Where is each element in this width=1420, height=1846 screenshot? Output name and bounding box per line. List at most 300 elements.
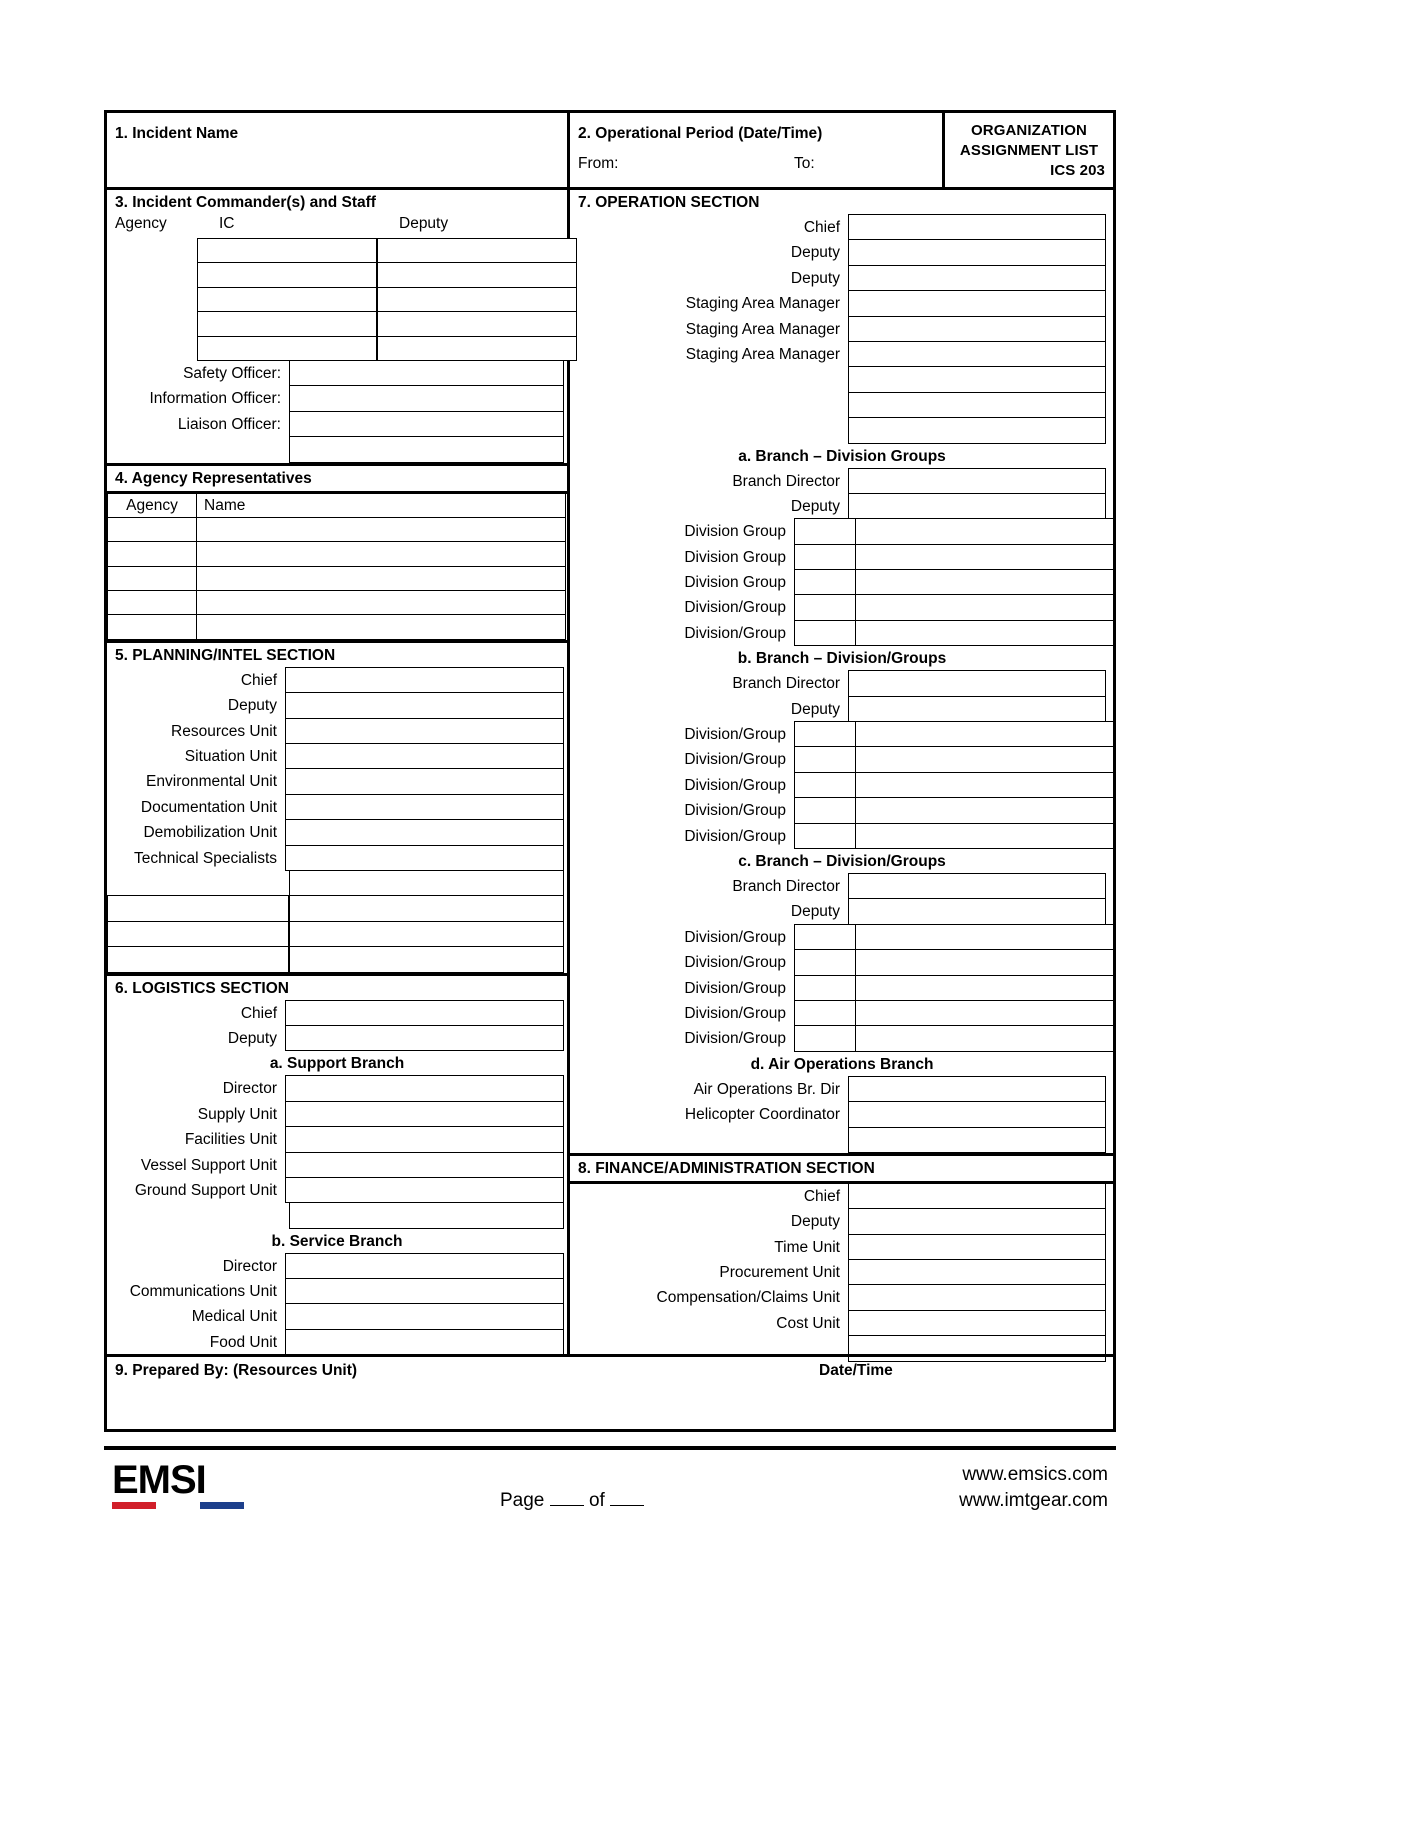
division-group-id-cell[interactable] <box>794 569 856 595</box>
section4-agency-cell[interactable] <box>107 517 197 542</box>
input-cell[interactable] <box>289 411 564 437</box>
division-group-name-cell[interactable] <box>856 797 1114 823</box>
division-group-id-cell[interactable] <box>794 975 856 1001</box>
section5-row-label: Demobilization Unit <box>143 824 277 842</box>
input-cell[interactable] <box>285 1000 564 1026</box>
service-branch-row <box>107 1304 567 1329</box>
input-cell[interactable] <box>285 667 564 693</box>
blank-row <box>570 393 1114 418</box>
input-cell[interactable] <box>285 1303 564 1329</box>
section6-row-label: Chief <box>240 1004 277 1022</box>
division-group-rows <box>570 519 1114 646</box>
section7-row <box>570 317 1114 342</box>
division-group-name-cell[interactable] <box>856 746 1114 772</box>
emsi-bar-red <box>112 1502 156 1509</box>
officer-label: Information Officer: <box>149 390 281 408</box>
division-group-label: Division/Group <box>684 776 786 794</box>
support-branch-row <box>107 1178 567 1203</box>
division-group-row <box>570 798 1114 823</box>
section7-row <box>570 215 1114 240</box>
section7-branch-c-heading: c. Branch – Division/Groups <box>738 852 946 870</box>
section8-row <box>570 1209 1114 1234</box>
input-cell[interactable] <box>848 1076 1106 1102</box>
footer-site-emsics: www.emsics.com <box>962 1464 1108 1485</box>
section6-service-branch-rows <box>107 1254 567 1356</box>
section6-rows <box>107 1001 567 1052</box>
section7-row-label: Chief <box>803 219 840 236</box>
section9-datetime-label: Date/Time <box>819 1362 893 1379</box>
section4-agency-cell[interactable] <box>107 590 197 615</box>
input-cell[interactable] <box>848 417 1106 443</box>
division-group-name-cell[interactable] <box>856 544 1114 570</box>
section4-agency-cell[interactable] <box>107 566 197 591</box>
section8-row-label: Chief <box>803 1187 840 1205</box>
section5-blank-rows <box>107 871 567 973</box>
officer-label: Safety Officer: <box>183 364 281 382</box>
branch-director-label: Branch Director <box>732 675 840 693</box>
section4-agency-cell[interactable] <box>107 614 197 639</box>
division-group-name-cell[interactable] <box>856 518 1114 544</box>
input-cell[interactable] <box>285 819 564 845</box>
page-total-blank[interactable] <box>610 1505 644 1506</box>
blank-row <box>107 1203 567 1228</box>
section7-branch-d-rows <box>570 1077 1114 1153</box>
division-group-label: Division/Group <box>684 928 786 946</box>
input-cell[interactable] <box>285 1075 564 1101</box>
service-branch-row-label: Medical Unit <box>191 1308 277 1326</box>
section8-row <box>570 1184 1114 1209</box>
division-group-name-cell[interactable] <box>856 620 1114 646</box>
division-group-row <box>570 621 1114 646</box>
branch-director-row <box>570 469 1114 494</box>
emsi-logo-text: EMSI <box>112 1458 206 1502</box>
right-column <box>570 190 1114 1354</box>
form-body <box>107 190 1113 1354</box>
emsi-bar-blue <box>200 1502 244 1509</box>
section6-support-branch-rows <box>107 1076 567 1228</box>
input-cell[interactable] <box>848 1310 1106 1336</box>
section4-name-cell[interactable] <box>196 614 566 639</box>
emsi-bar-white <box>156 1502 200 1509</box>
section7-branch-b-heading: b. Branch – Division/Groups <box>737 650 947 668</box>
input-cell[interactable] <box>848 670 1106 696</box>
footer-websites <box>959 1462 1108 1514</box>
section3-ic-cell[interactable] <box>197 311 377 336</box>
branch-deputy-row <box>570 494 1114 519</box>
blank-label <box>107 871 289 896</box>
section8-row-label: Deputy <box>790 1213 840 1231</box>
input-cell[interactable] <box>285 845 564 871</box>
branch-deputy-label: Deputy <box>790 700 840 718</box>
section3-ic-cell[interactable] <box>197 262 377 287</box>
section8-rows <box>570 1184 1114 1362</box>
section3-ic-cell[interactable] <box>197 287 377 312</box>
section6-support-branch-heading: a. Support Branch <box>269 1055 405 1073</box>
support-branch-row <box>107 1127 567 1152</box>
division-group-id-cell[interactable] <box>794 544 856 570</box>
section7-row-label: Staging Area Manager <box>685 295 840 313</box>
section4-name-cell[interactable] <box>196 517 566 542</box>
incident-name-block[interactable] <box>107 113 570 187</box>
section3-grid <box>197 239 567 361</box>
section3-deputy-cell[interactable] <box>377 336 577 361</box>
section3-ic-column <box>197 239 377 361</box>
input-cell[interactable] <box>285 692 564 718</box>
section4-name-cell[interactable] <box>196 541 566 566</box>
section4-row <box>107 542 567 566</box>
input-cell[interactable] <box>285 1101 564 1127</box>
section3-col-ic: IC <box>219 215 235 232</box>
officer-row <box>107 386 567 411</box>
branch-director-row <box>570 671 1114 696</box>
section4-header-row <box>107 494 567 518</box>
section8-row <box>570 1235 1114 1260</box>
section8-row-label: Compensation/Claims Unit <box>656 1289 840 1307</box>
input-cell[interactable] <box>848 290 1106 316</box>
input-cell[interactable] <box>289 921 564 947</box>
division-group-label: Division/Group <box>684 751 786 769</box>
officer-row <box>107 412 567 437</box>
air-ops-row <box>570 1077 1114 1102</box>
section5-rows <box>107 668 567 871</box>
input-cell[interactable] <box>848 341 1106 367</box>
section4-col-name: Name <box>196 493 566 518</box>
division-group-label: Division Group <box>684 523 786 541</box>
section5-row-label: Environmental Unit <box>146 773 277 791</box>
blank-row <box>107 947 567 972</box>
input-cell[interactable] <box>848 898 1106 924</box>
operational-period-label: 2. Operational Period (Date/Time) <box>578 125 823 142</box>
section8-row <box>570 1285 1114 1310</box>
service-branch-row <box>107 1279 567 1304</box>
division-group-id-cell[interactable] <box>794 721 856 747</box>
section3-ic-cell[interactable] <box>197 238 377 263</box>
blank-label-cell[interactable] <box>107 921 289 947</box>
section7-branch-a-rows <box>570 469 1114 647</box>
division-group-label: Division Group <box>684 574 786 592</box>
page-prefix-label: Page <box>500 1490 545 1511</box>
division-group-name-cell[interactable] <box>856 721 1114 747</box>
section8-row-label: Cost Unit <box>776 1314 840 1332</box>
section7-blank-rows <box>570 367 1114 443</box>
section7-row-label: Deputy <box>790 244 840 262</box>
emsi-logo-bars <box>112 1502 244 1509</box>
page-mid-label: of <box>588 1490 605 1511</box>
input-cell[interactable] <box>285 768 564 794</box>
division-group-name-cell[interactable] <box>856 569 1114 595</box>
section3-deputy-cell[interactable] <box>377 262 577 287</box>
section9[interactable] <box>107 1354 1113 1432</box>
division-group-label: Division/Group <box>684 1004 786 1022</box>
division-group-label: Division/Group <box>684 1030 786 1048</box>
support-branch-row <box>107 1076 567 1101</box>
division-group-row <box>570 824 1114 849</box>
division-group-row <box>570 1001 1114 1026</box>
division-group-row <box>570 570 1114 595</box>
section5-row-label: Technical Specialists <box>133 849 277 867</box>
division-group-label: Division/Group <box>684 954 786 972</box>
form-title-block <box>945 113 1113 187</box>
division-group-name-cell[interactable] <box>856 1025 1114 1051</box>
blank-row <box>570 418 1114 443</box>
service-branch-row <box>107 1330 567 1355</box>
section3-ic-cell[interactable] <box>197 336 377 361</box>
section7-row <box>570 291 1114 316</box>
input-cell[interactable] <box>848 239 1106 265</box>
input-cell[interactable] <box>848 1183 1106 1209</box>
service-branch-row <box>107 1254 567 1279</box>
input-cell[interactable] <box>285 794 564 820</box>
form-title-line3: ICS 203 <box>1050 162 1105 179</box>
branch-deputy-label: Deputy <box>790 903 840 921</box>
section3-officer-rows <box>107 361 567 463</box>
division-group-name-cell[interactable] <box>856 975 1114 1001</box>
input-cell[interactable] <box>848 366 1106 392</box>
division-group-id-cell[interactable] <box>794 1000 856 1026</box>
input-cell[interactable] <box>285 1329 564 1355</box>
input-cell[interactable] <box>289 870 564 896</box>
operational-period-fromto <box>578 155 998 173</box>
blank-row <box>107 922 567 947</box>
branch-director-row <box>570 874 1114 899</box>
section3-col-agency: Agency <box>115 215 167 232</box>
division-group-row <box>570 925 1114 950</box>
division-group-name-cell[interactable] <box>856 594 1114 620</box>
officer-label: Liaison Officer: <box>177 415 281 433</box>
section5-row-label: Situation Unit <box>184 748 277 766</box>
section3-column-headers <box>107 215 567 239</box>
division-group-row <box>570 950 1114 975</box>
section3-heading: 3. Incident Commander(s) and Staff <box>115 194 376 211</box>
blank-label <box>570 367 848 392</box>
page-number-blank[interactable] <box>550 1505 584 1506</box>
input-cell[interactable] <box>289 436 564 462</box>
division-group-name-cell[interactable] <box>856 1000 1114 1026</box>
section7-row <box>570 342 1114 367</box>
section5-row <box>107 668 567 693</box>
emsi-logo <box>112 1460 246 1509</box>
division-group-label: Division/Group <box>684 827 786 845</box>
division-group-label: Division/Group <box>684 726 786 744</box>
division-group-label: Division Group <box>684 548 786 566</box>
section4-row <box>107 567 567 591</box>
section5-row <box>107 744 567 769</box>
section7-branch-b-rows <box>570 671 1114 849</box>
section5-row-label: Deputy <box>227 697 277 715</box>
section3-col-deputy: Deputy <box>399 215 449 232</box>
branch-deputy-row <box>570 697 1114 722</box>
division-group-id-cell[interactable] <box>794 924 856 950</box>
operational-period-block[interactable] <box>570 113 945 187</box>
air-ops-row <box>570 1102 1114 1127</box>
division-group-id-cell[interactable] <box>794 772 856 798</box>
section5-row <box>107 769 567 794</box>
input-cell[interactable] <box>848 316 1106 342</box>
form-header <box>107 113 1113 190</box>
section3-deputy-column <box>377 239 577 361</box>
page-number-field[interactable] <box>500 1490 644 1512</box>
division-group-label: Division/Group <box>684 624 786 642</box>
service-branch-row-label: Communications Unit <box>129 1283 277 1301</box>
input-cell[interactable] <box>848 1259 1106 1285</box>
input-cell[interactable] <box>285 718 564 744</box>
section6-heading: 6. LOGISTICS SECTION <box>107 973 567 1001</box>
division-group-name-cell[interactable] <box>856 772 1114 798</box>
division-group-row <box>570 595 1114 620</box>
input-cell[interactable] <box>848 493 1106 519</box>
section6-row <box>107 1001 567 1026</box>
input-cell[interactable] <box>289 385 564 411</box>
division-group-name-cell[interactable] <box>856 924 1114 950</box>
division-group-row <box>570 545 1114 570</box>
form-title-line1: ORGANIZATION <box>971 122 1087 139</box>
section3-deputy-cell[interactable] <box>377 287 577 312</box>
division-group-label: Division/Group <box>684 599 786 617</box>
section6-row <box>107 1026 567 1051</box>
blank-row <box>107 437 567 462</box>
division-group-rows <box>570 925 1114 1052</box>
input-cell[interactable] <box>285 743 564 769</box>
input-cell[interactable] <box>848 1127 1106 1153</box>
blank-label <box>570 393 848 418</box>
service-branch-row-label: Director <box>222 1257 277 1275</box>
branch-director-label: Branch Director <box>732 472 840 490</box>
air-ops-row-label: Air Operations Br. Dir <box>693 1080 840 1098</box>
division-group-name-cell[interactable] <box>856 823 1114 849</box>
input-cell[interactable] <box>848 392 1106 418</box>
to-label: To: <box>794 155 815 172</box>
division-group-row <box>570 976 1114 1001</box>
section4-row <box>107 591 567 615</box>
division-group-id-cell[interactable] <box>794 797 856 823</box>
division-group-row <box>570 519 1114 544</box>
section7-row-label: Staging Area Manager <box>685 345 840 363</box>
support-branch-row-label: Director <box>222 1080 277 1098</box>
input-cell[interactable] <box>285 1278 564 1304</box>
blank-label <box>107 437 289 462</box>
division-group-id-cell[interactable] <box>794 823 856 849</box>
section7-branch-a-heading: a. Branch – Division Groups <box>738 447 946 465</box>
input-cell[interactable] <box>848 696 1106 722</box>
section5-row <box>107 719 567 744</box>
division-group-id-cell[interactable] <box>794 746 856 772</box>
input-cell[interactable] <box>285 1152 564 1178</box>
input-cell[interactable] <box>848 265 1106 291</box>
support-branch-row-label: Vessel Support Unit <box>140 1156 277 1174</box>
section5-row <box>107 693 567 718</box>
section7-row <box>570 240 1114 265</box>
input-cell[interactable] <box>289 946 564 972</box>
blank-row <box>107 871 567 896</box>
section5-heading: 5. PLANNING/INTEL SECTION <box>107 640 567 668</box>
input-cell[interactable] <box>285 1253 564 1279</box>
form-outer-frame <box>104 110 1116 1432</box>
blank-label <box>570 1128 848 1153</box>
section4-name-cell[interactable] <box>196 590 566 615</box>
section5-row-label: Resources Unit <box>171 722 277 740</box>
footer-site-imtgear: www.imtgear.com <box>959 1490 1108 1511</box>
division-group-name-cell[interactable] <box>856 949 1114 975</box>
input-cell[interactable] <box>285 1177 564 1203</box>
input-cell[interactable] <box>848 873 1106 899</box>
division-group-id-cell[interactable] <box>794 620 856 646</box>
input-cell[interactable] <box>285 1126 564 1152</box>
input-cell[interactable] <box>848 468 1106 494</box>
section6-service-branch-heading: b. Service Branch <box>271 1232 403 1250</box>
section7-row-label: Deputy <box>790 269 840 287</box>
section3-deputy-cell[interactable] <box>377 311 577 336</box>
section4-row <box>107 518 567 542</box>
division-group-id-cell[interactable] <box>794 949 856 975</box>
section5-row-label: Chief <box>240 671 277 689</box>
support-branch-row-label: Supply Unit <box>197 1105 277 1123</box>
division-group-id-cell[interactable] <box>794 518 856 544</box>
blank-row <box>570 367 1114 392</box>
input-cell[interactable] <box>289 1202 564 1228</box>
section3-deputy-cell[interactable] <box>377 238 577 263</box>
section7-row <box>570 266 1114 291</box>
input-cell[interactable] <box>848 214 1106 240</box>
section4-heading: 4. Agency Representatives <box>107 463 567 494</box>
support-branch-row-label: Ground Support Unit <box>134 1181 277 1199</box>
input-cell[interactable] <box>285 1025 564 1051</box>
division-group-label: Division/Group <box>684 802 786 820</box>
branch-deputy-label: Deputy <box>790 497 840 515</box>
section9-prepared-by-label: 9. Prepared By: (Resources Unit) <box>115 1362 358 1379</box>
branch-director-label: Branch Director <box>732 877 840 895</box>
from-label: From: <box>578 155 619 172</box>
section4-name-cell[interactable] <box>196 566 566 591</box>
section6-row-label: Deputy <box>227 1029 277 1047</box>
section7-heading: 7. OPERATION SECTION <box>578 194 760 211</box>
section7-branch-c-rows <box>570 874 1114 1052</box>
blank-label <box>107 1203 289 1228</box>
input-cell[interactable] <box>848 1208 1106 1234</box>
branch-deputy-row <box>570 899 1114 924</box>
division-group-id-cell[interactable] <box>794 594 856 620</box>
section5-row-label: Documentation Unit <box>140 798 277 816</box>
input-cell[interactable] <box>848 1101 1106 1127</box>
division-group-row <box>570 722 1114 747</box>
blank-row <box>570 1128 1114 1153</box>
support-branch-row-label: Facilities Unit <box>184 1131 277 1149</box>
section8-row <box>570 1311 1114 1336</box>
section7-row-label: Staging Area Manager <box>685 320 840 338</box>
section8-row-label: Procurement Unit <box>719 1264 840 1282</box>
support-branch-row <box>107 1153 567 1178</box>
division-group-row <box>570 1026 1114 1051</box>
division-group-id-cell[interactable] <box>794 1025 856 1051</box>
incident-name-label: 1. Incident Name <box>115 125 239 142</box>
blank-label-cell[interactable] <box>107 895 289 921</box>
air-ops-row-label: Helicopter Coordinator <box>684 1106 840 1124</box>
section4-agency-cell[interactable] <box>107 541 197 566</box>
section5-row <box>107 846 567 871</box>
section5-row <box>107 820 567 845</box>
service-branch-row-label: Food Unit <box>209 1333 277 1351</box>
section8-heading: 8. FINANCE/ADMINISTRATION SECTION <box>570 1153 1114 1184</box>
input-cell[interactable] <box>848 1284 1106 1310</box>
division-group-rows <box>570 722 1114 849</box>
input-cell[interactable] <box>289 360 564 386</box>
division-group-row <box>570 773 1114 798</box>
division-group-label: Division/Group <box>684 979 786 997</box>
blank-label-cell[interactable] <box>107 946 289 972</box>
blank-label <box>570 418 848 443</box>
input-cell[interactable] <box>289 895 564 921</box>
section8-row-label: Time Unit <box>774 1238 840 1256</box>
input-cell[interactable] <box>848 1234 1106 1260</box>
